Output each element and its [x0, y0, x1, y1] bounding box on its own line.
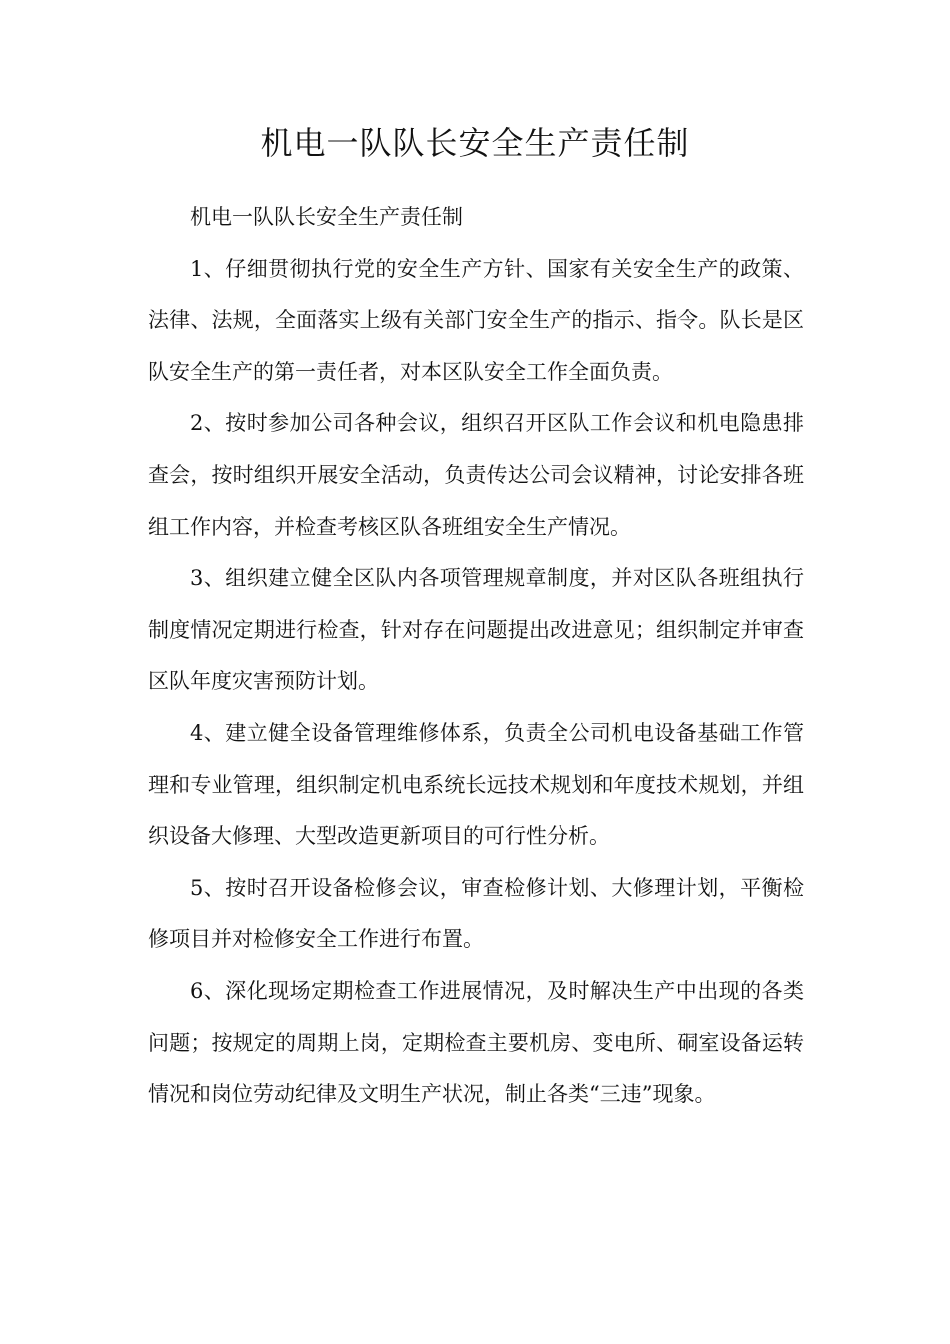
- document-body: [148, 192, 804, 1121]
- paragraph-4: 4、建立健全设备管理维修体系，负责全公司机电设备基础工作管理和专业管理，组织制定机电系统长远技术规划和年度技术规划，并组织设备大修理、大型改造更新项目的可行性分析。: [148, 720, 804, 849]
- paragraph-1: 1、仔细贯彻执行党的安全生产方针、国家有关安全生产的政策、法律、法规，全面落实上级有关部门安全生产的指示、指令。队长是区队安全生产的第一责任者，对本区队安全工作全面负责。: [148, 256, 804, 384]
- paragraph-5: 5、按时召开设备检修会议，审查检修计划、大修理计划，平衡检修项目并对检修安全工作进行布置。: [148, 875, 804, 952]
- document-title: 机电一队队长安全生产责任制: [260, 124, 690, 162]
- paragraph-2: 2、按时参加公司各种会议，组织召开区队工作会议和机电隐患排查会，按时组织开展安全活动，负责传达公司会议精神，讨论安排各班组工作内容，并检查考核区队各班组安全生产情况。: [148, 411, 804, 539]
- paragraph-3: 3、组织建立健全区队内各项管理规章制度，并对区队各班组执行制度情况定期进行检查，针对存在问题提出改进意见；组织制定并审查区队年度灾害预防计划。: [148, 566, 804, 694]
- paragraph-6: 6、深化现场定期检查工作进展情况，及时解决生产中出现的各类问题；按规定的周期上岗，定期检查主要机房、变电所、硐室设备运转情况和岗位劳动纪律及文明生产状况，制止各类“三违”现象。: [148, 978, 804, 1107]
- subtitle-paragraph: 机电一队队长安全生产责任制: [190, 205, 463, 229]
